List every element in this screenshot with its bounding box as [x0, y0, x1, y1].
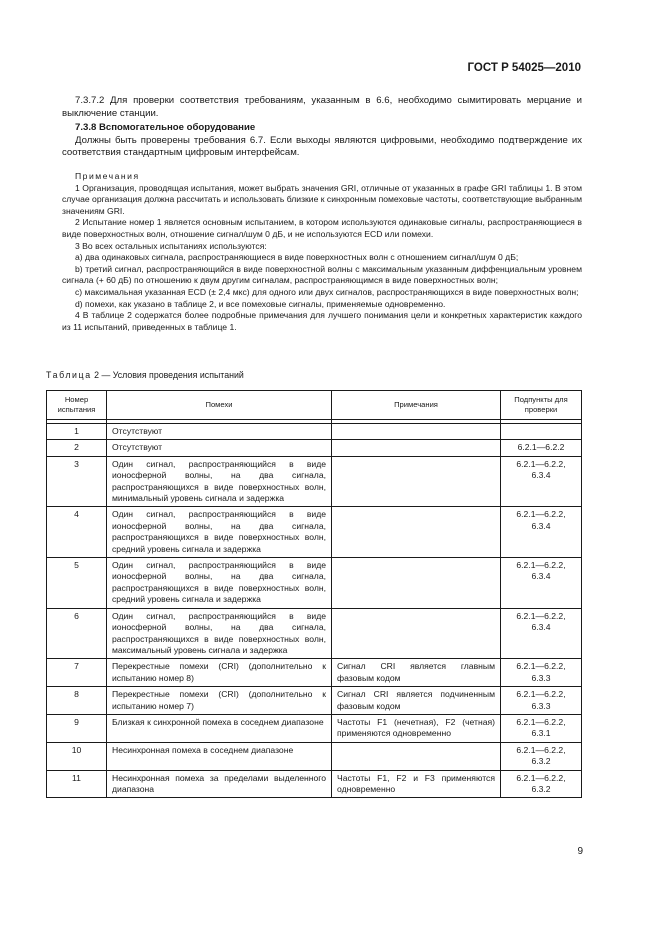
table-header-row: [47, 391, 582, 420]
cell-noise: Несинхронная помеха за пределами выделенного диапазона: [107, 770, 332, 798]
cell-noise: Перекрестные помехи (CRI) (дополнительно к испытанию номер 7): [107, 687, 332, 715]
header-subclauses: Подпункты для проверки: [501, 391, 582, 420]
table-row: [47, 608, 582, 659]
cell-note: [332, 608, 501, 659]
cell-test-number: 2: [47, 440, 107, 456]
standard-code: ГОСТ Р 54025—2010: [467, 62, 581, 74]
note-item: 4 В таблице 2 содержатся более подробные примечания для лучшего понимания цели и конкретных характеристик каждого из 11 испытаний, приведенных в таблице 1.: [62, 310, 582, 332]
note-item: 2 Испытание номер 1 является основным испытанием, в котором используются одинаковые сигналы, распространяющиеся в виде поверхностных волн, отношение сигнал/шум 0 дБ, и не используются ECD или помехи.: [62, 217, 582, 239]
paragraph-7-3-7-2: 7.3.7.2 Для проверки соответствия требованиям, указанным в 6.6, необходимо сымитировать мерцание и выключение станции.: [62, 95, 582, 119]
cell-note: [332, 558, 501, 609]
cell-test-number: 1: [47, 424, 107, 440]
cell-test-number: 9: [47, 714, 107, 742]
cell-subclauses: 6.2.1—6.2.2: [501, 440, 582, 456]
cell-note: Сигнал CRI является подчиненным фазовым кодом: [332, 687, 501, 715]
table-row: [47, 424, 582, 440]
body-text: [62, 95, 582, 333]
cell-subclauses: 6.2.1—6.2.2, 6.3.3: [501, 687, 582, 715]
table-row: [47, 659, 582, 687]
cell-note: [332, 742, 501, 770]
table-row: [47, 558, 582, 609]
cell-subclauses: 6.2.1—6.2.2, 6.3.2: [501, 742, 582, 770]
table-body: [47, 420, 582, 798]
cell-noise: Один сигнал, распространяющийся в виде ионосферной волны, на два сигнала, распространяющихся в виде поверхностных волн, средний уровень сигнала и задержка: [107, 558, 332, 609]
note-item: d) помехи, как указано в таблице 2, и все помеховые сигналы, применяемые одновременно.: [75, 298, 446, 309]
cell-test-number: 8: [47, 687, 107, 715]
note-item: 1 Организация, проводящая испытания, может выбрать значения GRI, отличные от указанных в графе GRI таблицы 1. В этом случае организация должна рассчитать и использовать близкие к синхронным помеховые частоты, соответствующие выбранным значениям GRI.: [62, 182, 582, 216]
note-item: 3 Во всех остальных испытаниях используются:: [75, 240, 267, 251]
cell-note: [332, 507, 501, 558]
cell-note: [332, 440, 501, 456]
table-caption-title: 2 — Условия проведения испытаний: [94, 370, 244, 380]
cell-test-number: 10: [47, 742, 107, 770]
cell-subclauses: 6.2.1—6.2.2, 6.3.4: [501, 507, 582, 558]
cell-noise: Один сигнал, распространяющийся в виде ионосферной волны, на два сигнала, распространяющихся в виде поверхностных волн, минимальный уровень сигнала и задержка: [107, 456, 332, 507]
header-notes: Примечания: [332, 391, 501, 420]
table-row: [47, 687, 582, 715]
table-row: [47, 770, 582, 798]
cell-note: Сигнал CRI является главным фазовым кодом: [332, 659, 501, 687]
cell-noise: Несинхронная помеха в соседнем диапазоне: [107, 742, 332, 770]
cell-subclauses: 6.2.1—6.2.2, 6.3.1: [501, 714, 582, 742]
cell-test-number: 3: [47, 456, 107, 507]
cell-noise: Близкая к синхронной помеха в соседнем диапазоне: [107, 714, 332, 742]
cell-subclauses: 6.2.1—6.2.2, 6.3.4: [501, 608, 582, 659]
cell-test-number: 7: [47, 659, 107, 687]
cell-test-number: 6: [47, 608, 107, 659]
table-caption: [46, 370, 244, 380]
conditions-table: [46, 390, 582, 798]
cell-subclauses: 6.2.1—6.2.2, 6.3.4: [501, 558, 582, 609]
cell-noise: Один сигнал, распространяющийся в виде ионосферной волны, на два сигнала, распространяющихся в виде поверхностных волн, средний уровень сигнала и задержка: [107, 507, 332, 558]
cell-note: [332, 456, 501, 507]
cell-noise: Отсутствуют: [107, 424, 332, 440]
cell-subclauses: [501, 424, 582, 440]
notes-title: Примечания: [75, 170, 140, 181]
cell-subclauses: 6.2.1—6.2.2, 6.3.3: [501, 659, 582, 687]
cell-note: Частоты F1 (нечетная), F2 (четная) применяются одновременно: [332, 714, 501, 742]
cell-noise: Отсутствуют: [107, 440, 332, 456]
table-row: [47, 742, 582, 770]
note-item: а) два одинаковых сигнала, распространяющиеся в виде поверхностных волн с отношением сигнал/шум 0 дБ;: [75, 252, 519, 263]
cell-test-number: 11: [47, 770, 107, 798]
note-item: b) третий сигнал, распространяющийся в виде поверхностной волны с максимальным указанным диффенциальным уровнем сигнала (+ 60 дБ) по отношению к двум другим сигналам, распространяющимся в виде поверхностных волн;: [62, 263, 582, 286]
section-heading: 7.3.8 Вспомогательное оборудование: [75, 122, 256, 134]
table-row: [47, 456, 582, 507]
cell-test-number: 4: [47, 507, 107, 558]
cell-subclauses: 6.2.1—6.2.2, 6.3.2: [501, 770, 582, 798]
page-number: 9: [577, 846, 583, 857]
notes-block: [62, 171, 582, 333]
cell-test-number: 5: [47, 558, 107, 609]
note-item: с) максимальная указанная ECD (± 2,4 мкс) для одного или двух сигналов, распространяющихся в виде поверхностных волн;: [75, 286, 579, 297]
cell-note: [332, 424, 501, 440]
table-row: [47, 440, 582, 456]
table-row: [47, 507, 582, 558]
header-test-number: Номер испытания: [47, 391, 107, 420]
table-caption-word: Таблица: [46, 370, 92, 380]
cell-noise: Перекрестные помехи (CRI) (дополнительно к испытанию номер 8): [107, 659, 332, 687]
paragraph-7-3-8: Должны быть проверены требования 6.7. Если выходы являются цифровыми, необходимо подтверждение их соответствия стандартным цифровым интерфейсам.: [62, 134, 582, 159]
header-noise: Помехи: [107, 391, 332, 420]
cell-noise: Один сигнал, распространяющийся в виде ионосферной волны, на два сигнала, распространяющихся в виде поверхностных волн, максимальный уровень сигнала и задержка: [107, 608, 332, 659]
cell-note: Частоты F1, F2 и F3 применяются одновременно: [332, 770, 501, 798]
cell-subclauses: 6.2.1—6.2.2, 6.3.4: [501, 456, 582, 507]
table-row: [47, 714, 582, 742]
